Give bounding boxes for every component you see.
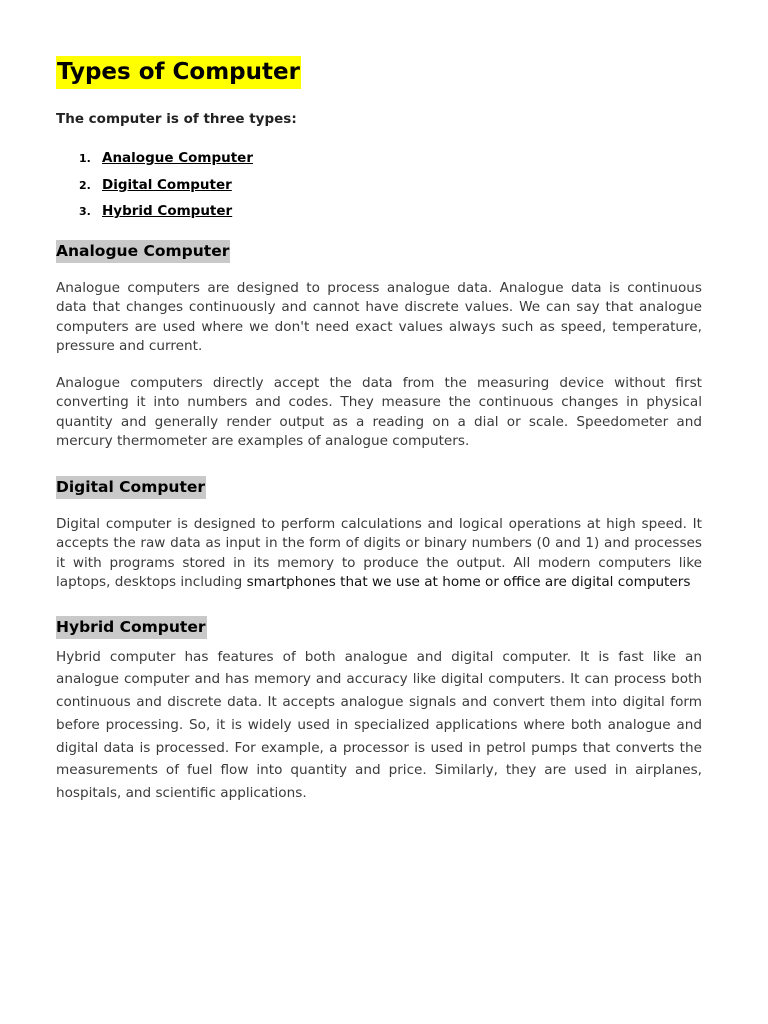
toc-item: [56, 175, 702, 202]
analogue-paragraph-1: Analogue computers are designed to process analogue data. Analogue data is continuous data that changes continuously and cannot have discrete values. We can say that analogue computers are used where we don't need exact values always such as speed, temperature, pressure and current.: [56, 279, 702, 354]
document-page: [56, 56, 702, 805]
section-heading-digital: Digital Computer: [56, 476, 206, 499]
toc-number: 3.: [79, 205, 91, 218]
section-heading-hybrid: Hybrid Computer: [56, 616, 207, 639]
section-hybrid: [56, 593, 702, 806]
hybrid-paragraph-1: Hybrid computer has features of both analogue and digital computer. It is fast like an analogue computer and has memory and accuracy like digital computers. It can process both continuous and discrete data. It accepts analogue signals and convert them into digital form before processing. So, it is widely used in specialized applications where both analogue and digital data is processed. For example, a processor is used in petrol pumps that converts the measurements of fuel flow into quantity and price. Similarly, they are used in airplanes, hospitals, and scientific applications.: [56, 648, 702, 802]
digital-paragraph-1: [56, 515, 702, 593]
toc-link-hybrid[interactable]: Hybrid Computer: [102, 203, 233, 219]
section-heading-analogue: Analogue Computer: [56, 240, 230, 263]
digital-paragraph-text: Digital computer is designed to perform calculations and logical operations at high speed. It accepts the raw data as input in the form of digits or binary numbers (0 and 1) and processes it with programs stored in its memory to produce the output. All modern computers like laptops, desktops including: [56, 515, 702, 590]
analogue-paragraph-2: Analogue computers directly accept the data from the measuring device without first converting it into numbers and codes. They measure the continuous changes in physical quantity and generally render output as a reading on a dial or scale. Speedometer and mercury thermometer are examples of analogue computers.: [56, 374, 702, 449]
intro-text: The computer is of three types:: [56, 111, 297, 127]
toc-item: [56, 148, 702, 175]
toc-link-analogue[interactable]: Analogue Computer: [102, 150, 253, 166]
page-title: Types of Computer: [56, 56, 301, 89]
toc-number: 2.: [79, 178, 91, 192]
section-analogue: [56, 228, 702, 452]
toc-item: [56, 201, 702, 228]
table-of-contents: [56, 148, 702, 228]
section-digital: [56, 452, 702, 593]
digital-paragraph-highlight: smartphones that we use at home or office are digital computers: [246, 574, 691, 590]
toc-number: 1.: [79, 152, 91, 165]
toc-link-digital[interactable]: Digital Computer: [102, 176, 232, 193]
